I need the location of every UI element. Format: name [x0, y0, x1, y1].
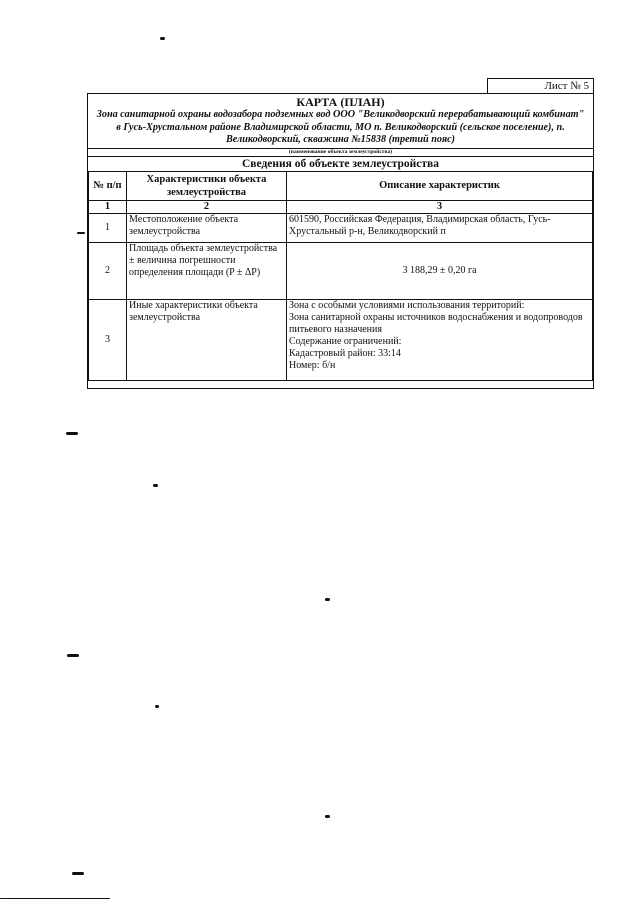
header-characteristic: Характеристики объекта землеустройства [127, 171, 287, 200]
description-line: Содержание ограничений: [289, 335, 402, 347]
subtitle-caption: (наименование объекта землеустройства) [88, 148, 593, 156]
scan-mark [67, 654, 79, 657]
scan-mark [0, 898, 110, 899]
table-row [89, 213, 593, 242]
description-line: Зона санитарной охраны источников водоснабжения и водопроводов питьевого назначения [289, 311, 583, 335]
scan-mark [325, 598, 330, 601]
scan-mark [153, 484, 158, 487]
characteristics-table [88, 171, 593, 381]
description-line: Номер: б/н [289, 359, 336, 371]
column-number: 1 [89, 200, 127, 213]
document-subtitle: Зона санитарной охраны водозабора подземных вод ООО "Великодворский перерабатывающий комбинат" в Гусь-Хрустальном районе Владимирской области, МО п. Великодворский (сельское поселение), п. Великодворский, скважина №15838 (третий пояс) [96, 109, 585, 145]
row-number: 2 [89, 242, 127, 299]
description-line: Зона с особыми условиями использования территорий: [289, 299, 525, 311]
document-title: КАРТА (ПЛАН) [296, 95, 385, 109]
column-number-row [89, 200, 593, 213]
table-row [89, 242, 593, 299]
scan-mark [155, 705, 159, 708]
table-header-row [89, 171, 593, 200]
description-line: 3 188,29 ± 0,20 га [402, 264, 477, 276]
row-description [287, 299, 593, 380]
header-num: № п/п [89, 171, 127, 200]
description-line: Кадастровый район: 33:14 [289, 347, 401, 359]
column-number: 2 [127, 200, 287, 213]
scan-mark [72, 872, 84, 875]
row-number: 1 [89, 213, 127, 242]
row-description [287, 242, 593, 299]
scan-mark [160, 37, 165, 40]
scan-mark [325, 815, 330, 818]
row-description [287, 213, 593, 242]
row-characteristic: Иные характеристики объекта землеустройства [127, 299, 287, 380]
column-number: 3 [287, 200, 593, 213]
header-description: Описание характеристик [287, 171, 593, 200]
description-line: 601590, Российская Федерация, Владимирская область, Гусь-Хрустальный р-н, Великодворский п [289, 213, 551, 237]
scan-mark [66, 432, 78, 435]
sheet-number: Лист № 5 [487, 78, 594, 94]
table-row [89, 299, 593, 380]
row-characteristic: Местоположение объекта землеустройства [127, 213, 287, 242]
scan-mark [77, 232, 85, 234]
document-frame [87, 93, 594, 389]
row-characteristic: Площадь объекта землеустройства ± величина погрешности определения площади (P ± ΔP) [127, 242, 287, 299]
section-title: Сведения об объекте землеустройства [88, 156, 593, 171]
row-number: 3 [89, 299, 127, 380]
